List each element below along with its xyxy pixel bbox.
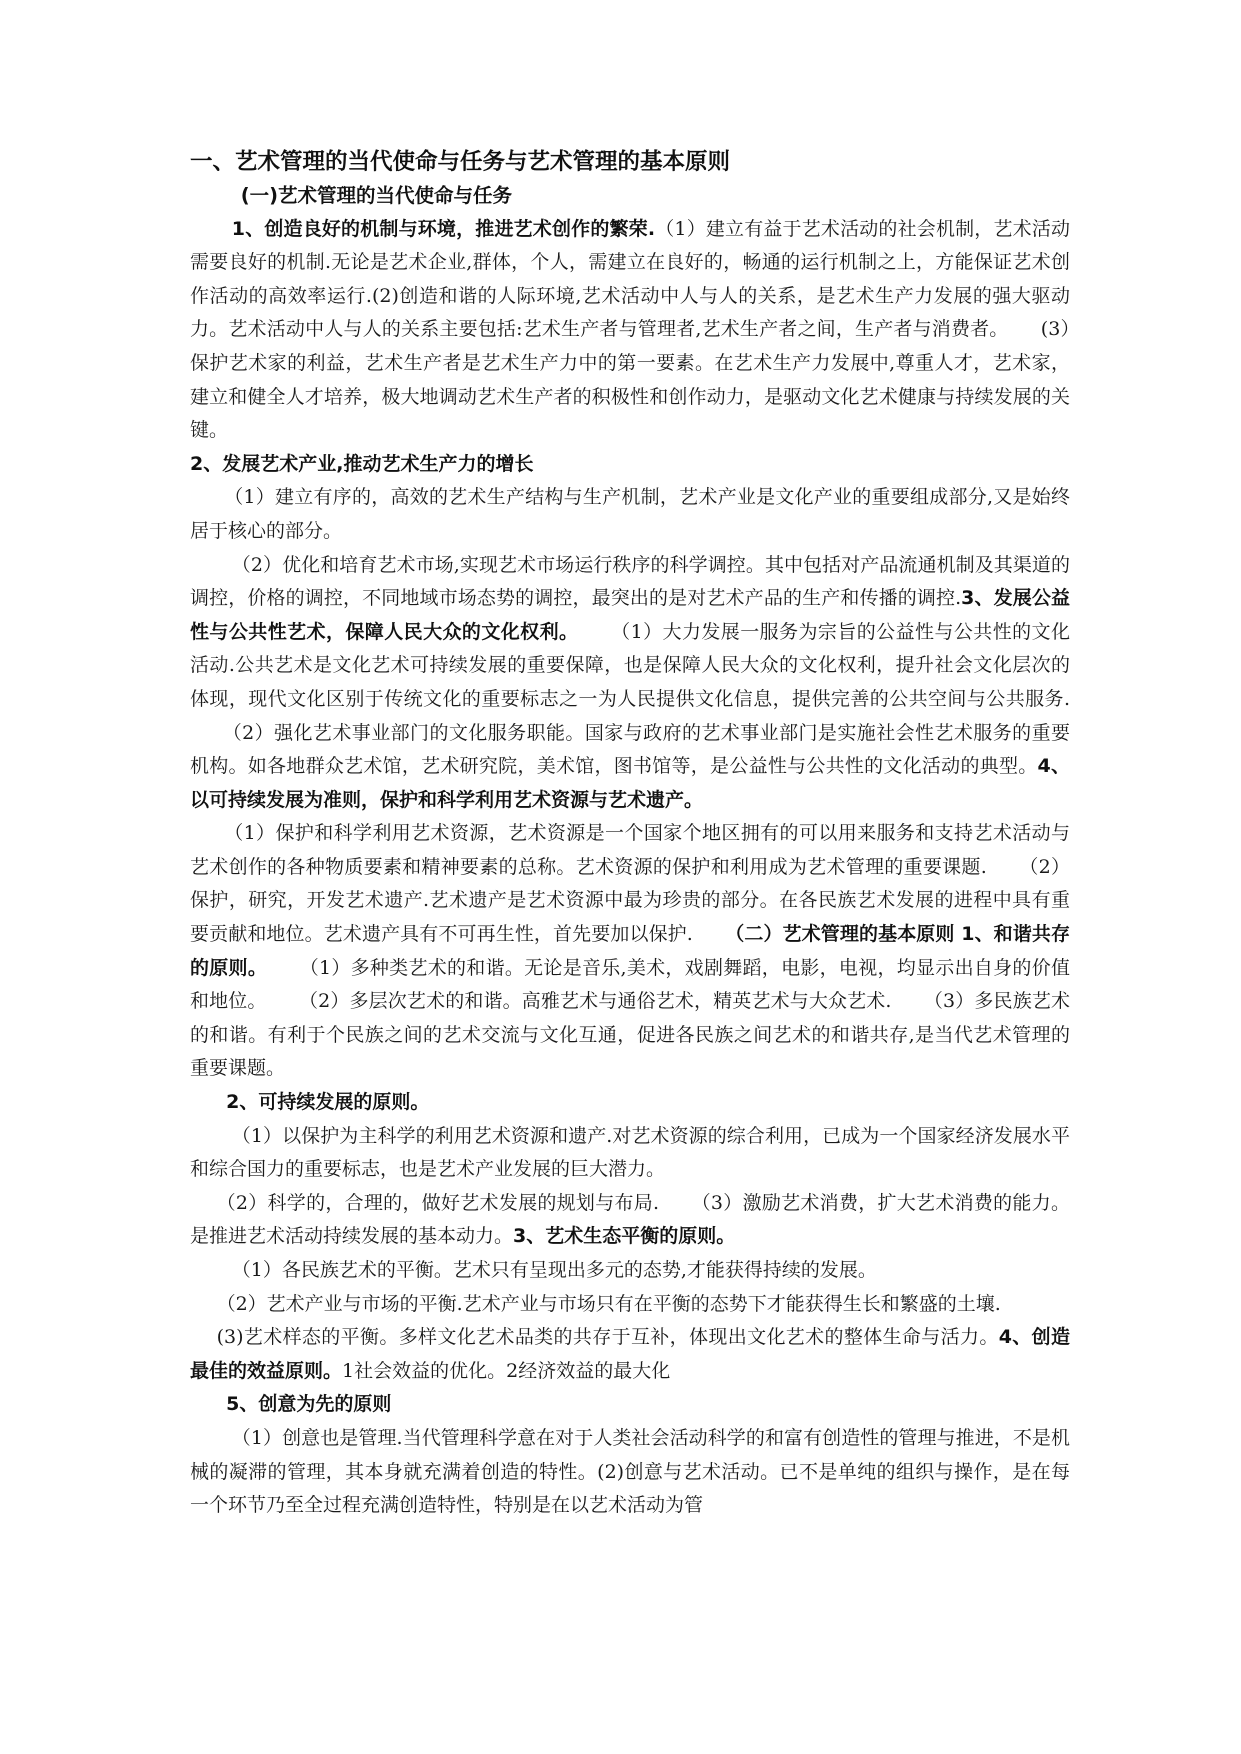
paragraph-3: [190, 549, 1070, 818]
paragraph-4-text-4: （2）多层次艺术的和谐。高雅艺术与通俗艺术，精英艺术与大众艺术.: [298, 990, 892, 1013]
paragraph-7: （1）各民族艺术的平衡。艺术只有呈现出多元的态势,才能获得持续的发展。: [231, 1259, 877, 1281]
paragraph-3-lead: 3、发展公益性与公共性艺术，保障人民大众的文化权利。: [190, 587, 1070, 643]
document-title: 一、艺术管理的当代使命与任务与艺术管理的基本原则: [190, 149, 731, 175]
paragraph-6: [190, 1187, 1070, 1254]
paragraph-2: （1）建立有序的，高效的艺术生产结构与生产机制，艺术产业是文化产业的重要组成部分,又是始终居于核心的部分。: [190, 486, 1070, 542]
paragraph-9-text-2: 1社会效益的优化。2经济效益的最大化: [342, 1359, 671, 1382]
section-heading-1: (一)艺术管理的当代使命与任务: [240, 184, 513, 207]
paragraph-4-text-5: （3）多民族艺术的和谐。有利于个民族之间的艺术交流与文化互通，促进各民族之间艺术的和谐共存,是当代艺术管理的重要课题。: [190, 990, 1070, 1080]
paragraph-4-text-3: （1）多种类艺术的和谐。无论是音乐,美术，戏剧舞蹈，电影，电视，均显示出自身的价值和地位。: [190, 956, 1070, 1013]
paragraph-3-lead-2: 4、以可持续发展为准则，保护和科学利用艺术资源与艺术遗产。: [190, 755, 1070, 811]
paragraph-8: （2）艺术产业与市场的平衡.艺术产业与市场只有在平衡的态势下才能获得生长和繁盛的土壤.: [216, 1292, 1001, 1315]
heading-3: 2、可持续发展的原则。: [226, 1091, 430, 1114]
paragraph-3-text: （2）优化和培育艺术市场,实现艺术市场运行秩序的科学调控。其中包括对产品流通机制及其渠道的调控，价格的调控，不同地域市场态势的调控，最突出的是对艺术产品的生产和传播的调控.: [190, 553, 1070, 610]
paragraph-4-text: （1）保护和科学利用艺术资源，艺术资源是一个国家个地区拥有的可以用来服务和支持艺术活动与艺术创作的各种物质要素和精神要素的总称。艺术资源的保护和利用成为艺术管理的重要课题.: [190, 822, 1070, 878]
paragraph-9-lead: 4、创造最佳的效益原则。: [190, 1326, 1070, 1382]
paragraph-1: [190, 213, 1070, 448]
paragraph-1-text-2: (3）保护艺术家的利益，艺术生产者是艺术生产力中的第一要素。在艺术生产力发展中,尊重人才，艺术家，建立和健全人才培养，极大地调动艺术生产者的积极性和创作动力，是驱动文化艺术健康与持续发展的关键。: [190, 318, 1070, 442]
paragraph-9: [190, 1321, 1070, 1388]
paragraph-3-text-3: （2）强化艺术事业部门的文化服务职能。国家与政府的艺术事业部门是实施社会性艺术服务的重要机构。如各地群众艺术馆，艺术研究院，美术馆，图书馆等，是公益性与公共性的文化活动的典型。: [190, 721, 1070, 778]
paragraph-1-text: （1）建立有益于艺术活动的社会机制，艺术活动需要良好的机制.无论是艺术企业,群体，个人，需建立在良好的，畅通的运行机制之上，方能保证艺术创作活动的高效率运行.(2)创造和谐的人际环境,艺术活动中人与人的关系，是艺术生产力发展的强大驱动力。艺术活动中人与人的关系主要包括:艺术生产者与管理者,艺术生产者之间，生产者与消费者。: [190, 217, 1070, 341]
document-page: [190, 145, 1070, 1523]
paragraph-1-lead: 1、创造良好的机制与环境，推进艺术创作的繁荣.: [231, 217, 656, 240]
paragraph-6-text: （2）科学的，合理的，做好艺术发展的规划与布局.: [216, 1191, 660, 1214]
heading-2: 2、发展艺术产业,推动艺术生产力的增长: [190, 452, 534, 475]
paragraph-4-lead: （二）艺术管理的基本原则 1、和谐共存的原则。: [190, 923, 1070, 979]
paragraph-6-lead: 3、艺术生态平衡的原则。: [513, 1225, 736, 1248]
paragraph-4: [190, 817, 1070, 1086]
heading-4: 5、创意为先的原则: [226, 1393, 392, 1416]
paragraph-3-text-2: （1）大力发展一服务为宗旨的公益性与公共性的文化活动.公共艺术是文化艺术可持续发展的重要保障，也是保障人民大众的文化权利，提升社会文化层次的体现，现代文化区别于传统文化的重要标志之一为人民提供文化信息，提供完善的公共空间与公共服务.: [190, 620, 1070, 710]
paragraph-5: （1）以保护为主科学的利用艺术资源和遗产.对艺术资源的综合利用，已成为一个国家经济发展水平和综合国力的重要标志，也是艺术产业发展的巨大潜力。: [190, 1124, 1070, 1181]
paragraph-10: （1）创意也是管理.当代管理科学意在对于人类社会活动科学的和富有创造性的管理与推进，不是机械的凝滞的管理，其本身就充满着创造的特性。(2)创意与艺术活动。已不是单纯的组织与操作，是在每一个环节乃至全过程充满创造特性，特别是在以艺术活动为管: [190, 1426, 1070, 1517]
paragraph-4-text-2: （2）保护，研究，开发艺术遗产.艺术遗产是艺术资源中最为珍贵的部分。在各民族艺术发展的进程中具有重要贡献和地位。艺术遗产具有不可再生性，首先要加以保护.: [190, 855, 1070, 946]
paragraph-6-text-2: （3）激励艺术消费，扩大艺术消费的能力。是推进艺术活动持续发展的基本动力。: [190, 1191, 1070, 1248]
paragraph-9-text: (3)艺术样态的平衡。多样文化艺术品类的共存于互补，体现出文化艺术的整体生命与活力。: [216, 1326, 999, 1349]
